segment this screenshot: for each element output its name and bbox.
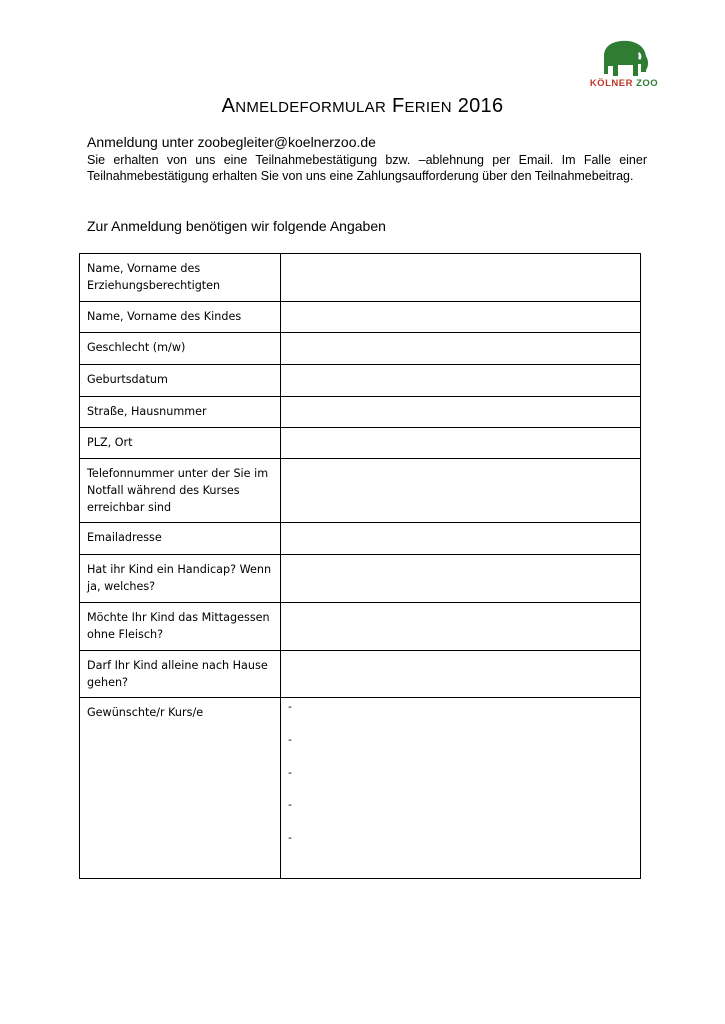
form-row: [80, 302, 641, 333]
field-label: Darf Ihr Kind alleine nach Hause gehen?: [80, 651, 281, 698]
gender-field[interactable]: [281, 333, 641, 365]
birthdate-field[interactable]: [281, 365, 641, 397]
course-selection-field[interactable]: [281, 698, 641, 879]
handicap-field[interactable]: [281, 555, 641, 603]
form-row: [80, 397, 641, 428]
field-label: Geschlecht (m/w): [80, 333, 281, 365]
field-label: Geburtsdatum: [80, 365, 281, 397]
course-dash: -: [288, 766, 292, 779]
registration-email-line: Anmeldung unter zoobegleiter@koelnerzoo.de: [87, 134, 376, 150]
logo-text-koelner: KÖLNER: [589, 78, 633, 89]
field-label: Emailadresse: [80, 523, 281, 555]
zip-city-field[interactable]: [281, 428, 641, 459]
course-dash: -: [288, 733, 292, 746]
form-row: [80, 428, 641, 459]
field-label: Möchte Ihr Kind das Mittagessen ohne Fleisch?: [80, 603, 281, 651]
form-row: [80, 603, 641, 651]
street-field[interactable]: [281, 397, 641, 428]
registration-form-table: [79, 253, 641, 879]
form-row: [80, 555, 641, 603]
form-row: [80, 698, 641, 879]
form-row: [80, 333, 641, 365]
form-row: [80, 365, 641, 397]
child-name-field[interactable]: [281, 302, 641, 333]
course-dash: -: [288, 798, 292, 811]
field-label: Straße, Hausnummer: [80, 397, 281, 428]
field-label: Gewünschte/r Kurs/e: [80, 698, 281, 879]
field-label: Name, Vorname des Kindes: [80, 302, 281, 333]
guardian-name-field[interactable]: [281, 254, 641, 302]
course-dash: -: [288, 700, 292, 713]
form-row: [80, 651, 641, 698]
form-row: [80, 459, 641, 523]
field-label: Hat ihr Kind ein Handicap? Wenn ja, welches?: [80, 555, 281, 603]
field-label: Telefonnummer unter der Sie im Notfall während des Kurses erreichbar sind: [80, 459, 281, 523]
koelner-zoo-logo: [578, 38, 670, 92]
form-row: [80, 254, 641, 302]
page-title: ANMELDEFORMULAR FERIEN 2016: [221, 95, 504, 117]
walk-home-alone-field[interactable]: [281, 651, 641, 698]
logo-text-zoo: ZOO: [636, 78, 659, 89]
form-subheading: Zur Anmeldung benötigen wir folgende Angaben: [87, 218, 386, 234]
intro-paragraph: Sie erhalten von uns eine Teilnahmebestätigung bzw. –ablehnung per Email. Im Falle einer Teilnahmebestätigung erhalten Sie von uns eine Zahlungsaufforderung über den Teilnahmebeitrag.: [87, 153, 647, 183]
form-row: [80, 523, 641, 555]
emergency-phone-field[interactable]: [281, 459, 641, 523]
email-field[interactable]: [281, 523, 641, 555]
field-label: PLZ, Ort: [80, 428, 281, 459]
vegetarian-lunch-field[interactable]: [281, 603, 641, 651]
course-dash: -: [288, 831, 292, 844]
field-label: Name, Vorname des Erziehungsberechtigten: [80, 254, 281, 302]
elephant-icon: [596, 38, 650, 78]
